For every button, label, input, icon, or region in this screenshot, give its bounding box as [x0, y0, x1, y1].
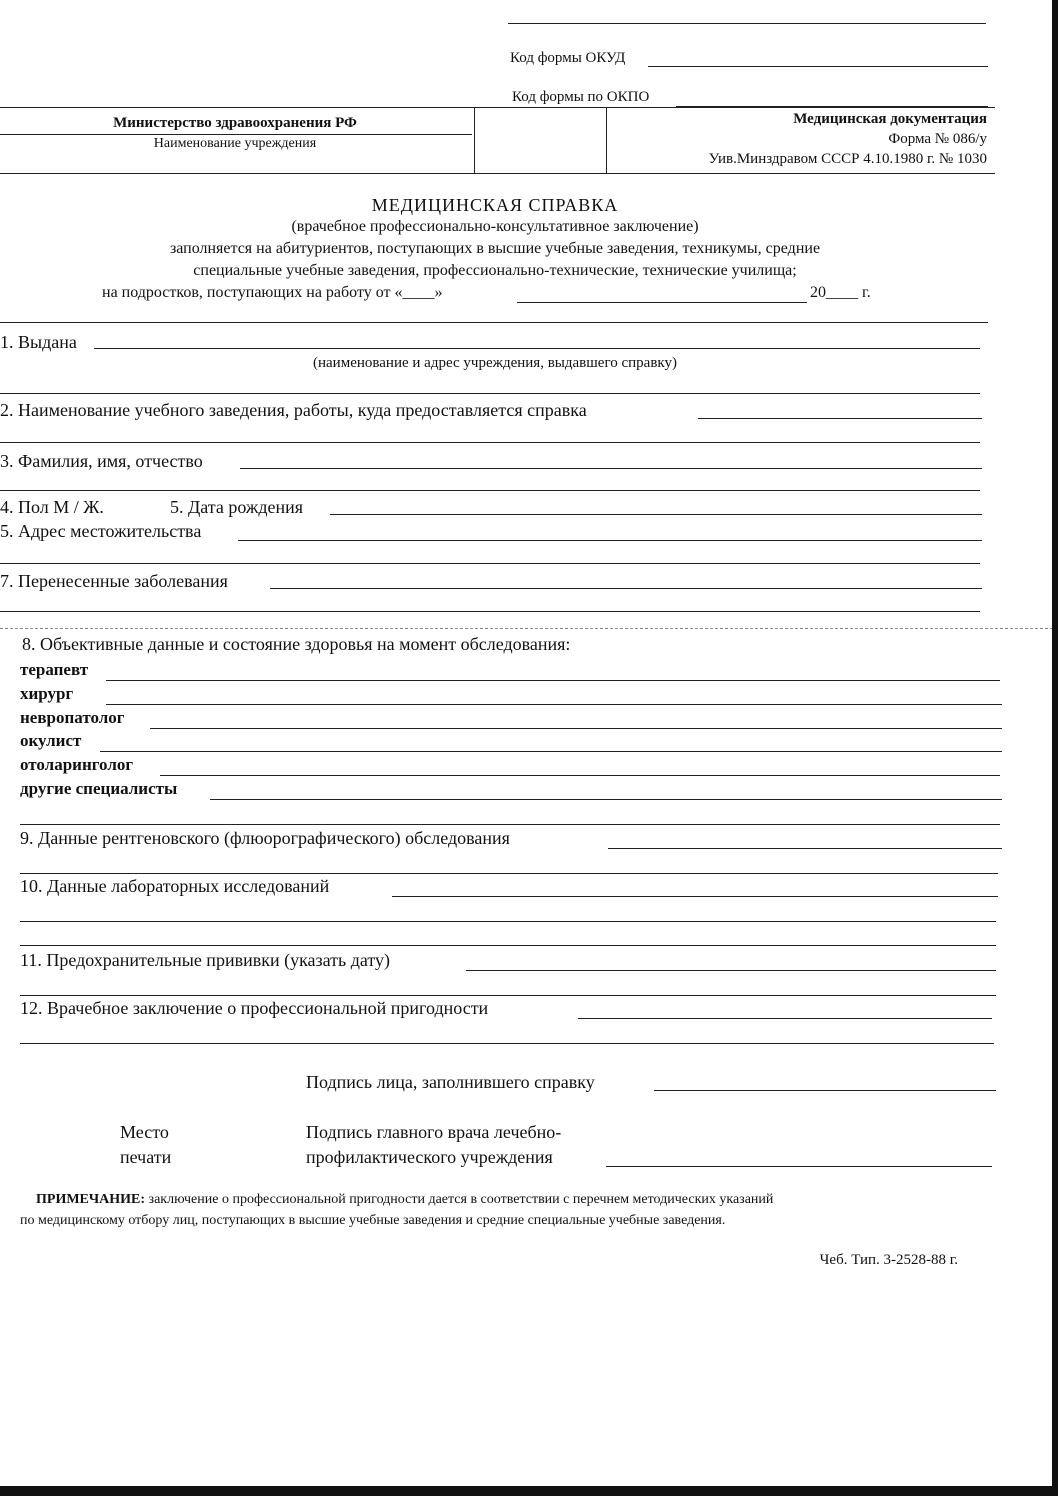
lab-field-3[interactable]	[20, 945, 996, 946]
okud-label: Код формы ОКУД	[510, 50, 626, 66]
lab-label: 10. Данные лабораторных исследований	[20, 876, 330, 896]
issued-by-label: 1. Выдана	[0, 332, 77, 352]
fold-line	[0, 628, 1058, 629]
document-subtitle: (врачебное профессионально-консультативное заключение)	[291, 218, 699, 235]
year-suffix: 20____ г.	[810, 284, 871, 301]
address-field[interactable]	[238, 540, 982, 541]
specialist-oculist: окулист	[20, 731, 82, 750]
specialist-ent: отоларинголог	[20, 755, 134, 774]
header-divider-1	[474, 107, 475, 173]
description-line-1: заполняется на абитуриентов, поступающих в высшие учебные заведения, техникумы, средние	[169, 240, 821, 257]
print-info: Чеб. Тип. 3-2528-88 г.	[819, 1252, 958, 1268]
lab-field-2[interactable]	[20, 921, 996, 922]
med-doc-label: Медицинская документация	[793, 111, 987, 127]
sex-label: 4. Пол М / Ж.	[0, 497, 104, 517]
specialist-others: другие специалисты	[20, 779, 178, 798]
note-line-1	[36, 1192, 773, 1208]
header-table-top	[0, 107, 995, 108]
document-title: МЕДИЦИНСКАЯ СПРАВКА	[371, 195, 619, 215]
chief-signature-field[interactable]	[606, 1166, 992, 1167]
past-illnesses-field[interactable]	[270, 588, 982, 589]
xray-field-2[interactable]	[20, 873, 998, 874]
conclusion-label: 12. Врачебное заключение о профессиональной пригодности	[20, 998, 489, 1018]
note-text-1: заключение о профессиональной пригодности дается в соответствии с перечнем методических указаний	[145, 1192, 774, 1207]
destination-field[interactable]	[698, 418, 982, 419]
header-table-bottom	[0, 173, 995, 174]
full-name-field[interactable]	[240, 468, 982, 469]
stamp-label-2: печати	[120, 1147, 172, 1167]
stamp-label-1: Место	[120, 1122, 169, 1142]
issued-by-field[interactable]	[94, 348, 980, 349]
chief-signature-label-2: профилактического учреждения	[306, 1147, 553, 1167]
specialist-neurologist: невропатолог	[20, 708, 125, 727]
institution-caption: Наименование учреждения	[153, 136, 317, 151]
okpo-label: Код формы по ОКПО	[512, 89, 650, 105]
vaccinations-field[interactable]	[466, 970, 996, 971]
issued-by-field-2[interactable]	[0, 393, 980, 394]
scan-edge-bottom	[0, 1486, 1058, 1496]
examination-label: 8. Объективные данные и состояние здоровья на момент обследования:	[22, 634, 571, 654]
xray-label: 9. Данные рентгеновского (флюорографического) обследования	[20, 828, 510, 848]
vaccinations-label: 11. Предохранительные прививки (указать дату)	[20, 950, 391, 970]
okud-field[interactable]	[648, 66, 988, 67]
past-illnesses-field-2[interactable]	[0, 611, 980, 612]
destination-label: 2. Наименование учебного заведения, работы, куда предоставляется справка	[0, 400, 587, 420]
conclusion-field-2[interactable]	[20, 1043, 994, 1044]
full-name-field-2[interactable]	[0, 490, 980, 491]
lab-field[interactable]	[392, 896, 998, 897]
scan-edge-right	[1052, 0, 1058, 1496]
note-label: ПРИМЕЧАНИЕ:	[36, 1192, 146, 1207]
conclusion-field[interactable]	[578, 1018, 992, 1019]
neurologist-field[interactable]	[150, 728, 1002, 729]
others-field[interactable]	[210, 799, 1002, 800]
ent-field[interactable]	[160, 775, 1000, 776]
past-illnesses-label: 7. Перенесенные заболевания	[0, 571, 228, 591]
destination-field-2[interactable]	[0, 442, 980, 443]
header-divider-2	[606, 107, 607, 173]
birth-date-field[interactable]	[330, 514, 982, 515]
ministry-underline	[0, 134, 472, 135]
employment-date-field[interactable]	[517, 302, 807, 303]
oculist-field[interactable]	[100, 751, 1002, 752]
description-line-3: на подростков, поступающих на работу от «____»	[102, 284, 443, 301]
vaccinations-field-2[interactable]	[20, 995, 996, 996]
surgeon-field[interactable]	[106, 704, 1002, 705]
description-line-2: специальные учебные заведения, профессионально-технические, технические училища;	[193, 262, 797, 279]
filler-signature-field[interactable]	[654, 1090, 996, 1091]
birth-date-label: 5. Дата рождения	[170, 497, 304, 517]
note-line-2: по медицинскому отбору лиц, поступающих в высшие учебные заведения и средние специальные учебные заведения.	[20, 1213, 726, 1228]
others-field-2[interactable]	[20, 824, 1000, 825]
xray-field[interactable]	[608, 848, 1002, 849]
section-rule	[0, 322, 988, 323]
chief-signature-label-1: Подпись главного врача лечебно-	[306, 1122, 562, 1142]
top-rule	[508, 23, 986, 24]
specialist-therapist: терапевт	[20, 660, 89, 679]
address-field-2[interactable]	[0, 563, 980, 564]
therapist-field[interactable]	[106, 680, 1000, 681]
ministry-name: Министерство здравоохранения РФ	[113, 115, 357, 131]
filler-signature-label: Подпись лица, заполнившего справку	[306, 1072, 595, 1092]
address-label: 5. Адрес местожительства	[0, 521, 202, 541]
full-name-label: 3. Фамилия, имя, отчество	[0, 451, 203, 471]
issued-by-caption: (наименование и адрес учреждения, выдавшего справку)	[313, 355, 677, 371]
approval-line: Уив.Минздравом СССР 4.10.1980 г. № 1030	[708, 151, 987, 167]
form-number: Форма № 086/у	[888, 131, 987, 147]
specialist-surgeon: хирург	[20, 684, 74, 703]
